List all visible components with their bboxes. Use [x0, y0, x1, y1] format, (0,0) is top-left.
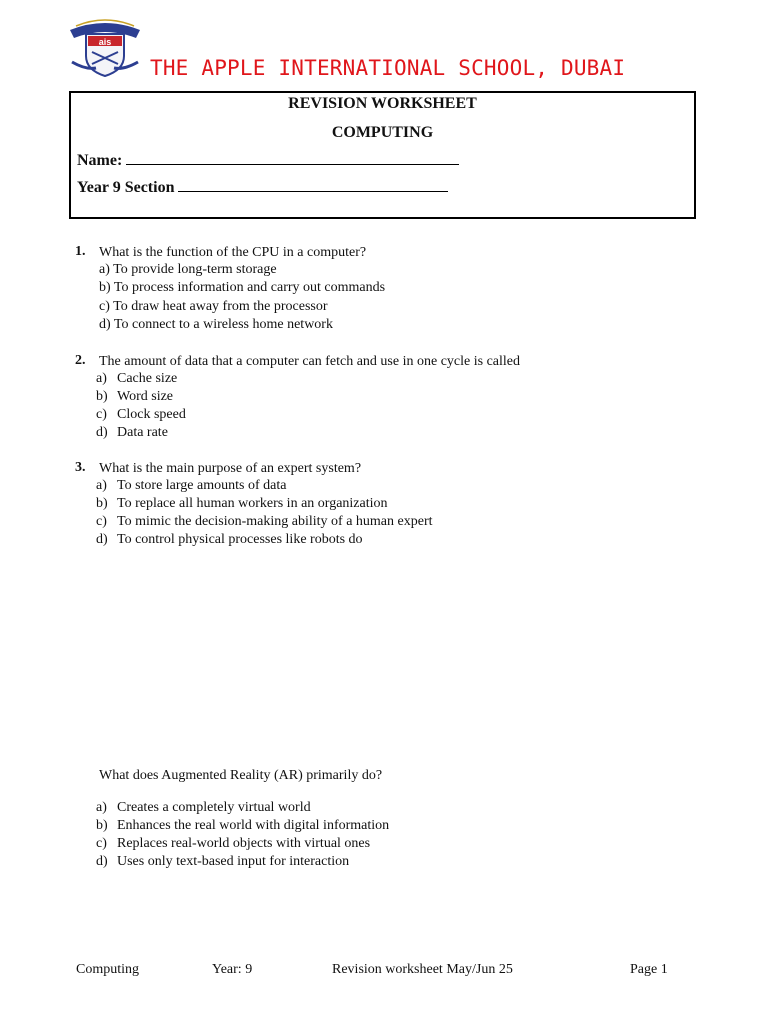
option-text: To control physical processes like robots do	[117, 532, 363, 547]
question-4-option-c	[96, 836, 370, 852]
option-label: a)	[96, 371, 107, 386]
question-1-option-b: b) To process information and carry out commands	[99, 280, 386, 295]
option-label: a)	[96, 800, 107, 815]
option-text: Data rate	[117, 425, 168, 440]
question-3-option-c	[96, 514, 433, 530]
question-4-option-d	[96, 854, 349, 870]
school-name: THE APPLE INTERNATIONAL SCHOOL, DUBAI	[150, 56, 626, 80]
name-field[interactable]	[77, 150, 459, 170]
option-label: c)	[96, 836, 107, 851]
question-2-option-b	[96, 389, 173, 405]
option-text: Clock speed	[117, 407, 186, 422]
option-text: Uses only text-based input for interaction	[117, 854, 350, 869]
option-label: b)	[96, 818, 108, 833]
option-label: d)	[96, 532, 108, 547]
question-3-text: What is the main purpose of an expert system?	[99, 461, 362, 476]
name-blank-line[interactable]	[126, 150, 459, 165]
option-text: Enhances the real world with digital information	[117, 818, 390, 833]
worksheet-header-box	[69, 91, 696, 219]
section-field[interactable]	[77, 177, 448, 197]
question-1-option-c: c) To draw heat away from the processor	[99, 299, 328, 314]
footer-year: Year: 9	[212, 962, 253, 977]
option-text: Creates a completely virtual world	[117, 800, 311, 815]
question-4-option-a	[96, 800, 311, 816]
option-label: b)	[96, 389, 108, 404]
logo-text: ais	[98, 37, 112, 47]
question-3-option-b	[96, 496, 388, 512]
question-1-number: 1.	[75, 244, 86, 259]
option-label: c)	[96, 514, 107, 529]
option-label: a)	[96, 478, 107, 493]
option-text: To mimic the decision-making ability of a human expert	[117, 514, 433, 529]
question-3-number: 3.	[75, 460, 86, 475]
footer-worksheet: Revision worksheet May/Jun 25	[332, 962, 513, 977]
question-2-option-d	[96, 425, 168, 441]
question-1-text: What is the function of the CPU in a computer?	[99, 245, 367, 260]
option-text: To replace all human workers in an organization	[117, 496, 388, 511]
option-text: To store large amounts of data	[117, 478, 287, 493]
option-label: c)	[96, 407, 107, 422]
question-2-text: The amount of data that a computer can fetch and use in one cycle is called	[99, 354, 520, 369]
question-4-text: What does Augmented Reality (AR) primarily do?	[99, 768, 383, 783]
question-2-number: 2.	[75, 353, 86, 368]
question-3-option-a	[96, 478, 286, 494]
worksheet-title: REVISION WORKSHEET	[288, 95, 477, 112]
option-label: d)	[96, 854, 108, 869]
option-text: Replaces real-world objects with virtual ones	[117, 836, 371, 851]
name-label: Name:	[77, 152, 123, 169]
option-label: b)	[96, 496, 108, 511]
footer-page-number: Page 1	[630, 962, 668, 977]
section-blank-line[interactable]	[178, 177, 448, 192]
option-text: Word size	[117, 389, 174, 404]
footer-subject: Computing	[76, 962, 140, 977]
question-1-option-a: a) To provide long-term storage	[99, 262, 277, 277]
question-1-option-d: d) To connect to a wireless home network	[99, 317, 333, 332]
option-label: d)	[96, 425, 108, 440]
option-text: Cache size	[117, 371, 178, 386]
section-label: Year 9 Section	[77, 179, 175, 196]
question-2-option-c	[96, 407, 186, 423]
question-3-option-d	[96, 532, 363, 548]
question-4-option-b	[96, 818, 389, 834]
school-crest-icon	[66, 18, 144, 80]
worksheet-subject: COMPUTING	[331, 124, 434, 141]
question-2-option-a	[96, 371, 177, 387]
